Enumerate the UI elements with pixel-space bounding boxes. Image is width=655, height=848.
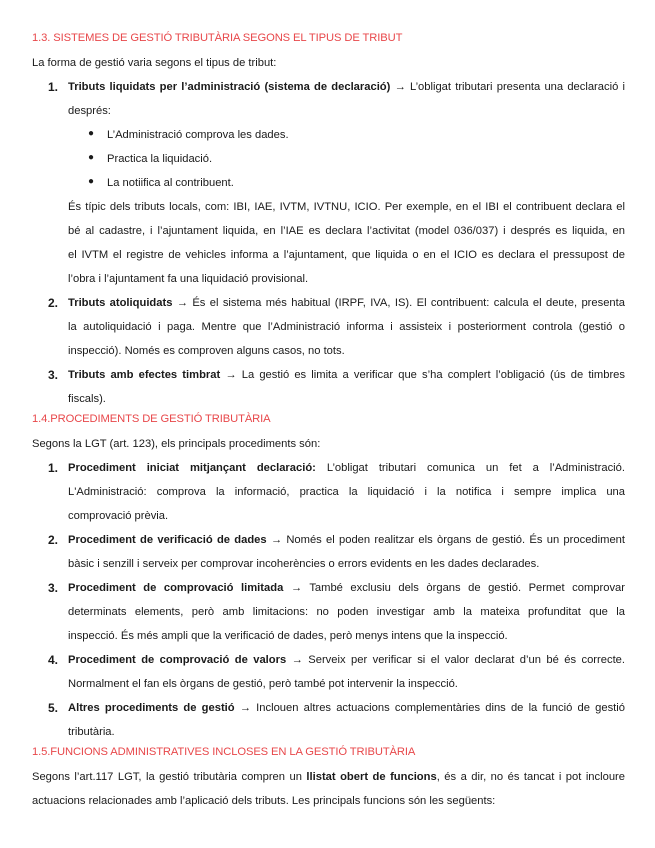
bullet-icon: ● (88, 176, 95, 187)
list-number: 2. (48, 533, 59, 547)
item-title: Tributs atoliquidats (68, 297, 173, 309)
paragraph-intro-1-4: Segons la LGT (art. 123), els principals procediments són: (32, 438, 321, 450)
section-heading-1-5: 1.5.FUNCIONS ADMINISTRATIVES INCLOSES EN LA GESTIÓ TRIBUTÀRIA (32, 746, 416, 758)
item-title: Procediment iniciat mitjançant declaració: (68, 462, 316, 474)
list-item-continuation: tributària. (68, 726, 115, 738)
list-item-1-4-4: Procediment de comprovació de valors → Serveix per verificar si el valor declarat d’un bé és correcte. (68, 654, 626, 666)
paragraph-line-1-5: Segons l’art.117 LGT, la gestió tributària compren un llistat obert de funcions, és a dir, no és tancat i pot incloure (32, 771, 626, 783)
list-item-1-3-1: Tributs liquidats per l’administració (sistema de declaració) → L’obligat tributari presenta una declaració i (68, 81, 625, 93)
list-item-1-3-3: Tributs amb efectes timbrat → La gestió es limita a verificar que s’ha complert l’obligació (ús de timbres (68, 369, 625, 381)
item-title: Procediment de comprovació de valors (68, 654, 287, 666)
list-item-continuation: després: (68, 105, 111, 117)
list-item-1-4-1: Procediment iniciat mitjançant declaració: L’obligat tributari comunica un fet a l’Administració. (68, 462, 625, 474)
list-item-continuation: comprovació prèvia. (68, 510, 169, 522)
item-title: Tributs amb efectes timbrat (68, 369, 221, 381)
list-number: 2. (48, 296, 59, 310)
list-item-continuation: determinats elements, però amb limitacions: no poden investigar amb la mateixa profunditat que la (68, 606, 625, 618)
paragraph-line: bé al cadastre, i l’ajuntament liquida, en l’IAE es declara l’activitat (model 036/037) i després es liquida, en (68, 225, 625, 237)
list-item-1-3-2: Tributs atoliquidats → És el sistema més habitual (IRPF, IVA, IS). El contribuent: calcula el deute, presenta (68, 297, 625, 309)
list-number: 1. (48, 80, 59, 94)
list-number: 3. (48, 368, 59, 382)
bullet-item: La notiifica al contribuent. (107, 177, 234, 189)
item-title: Tributs liquidats per l’administració (sistema de declaració) (68, 81, 391, 93)
list-item-1-4-3: Procediment de comprovació limitada → També exclusiu dels òrgans de gestió. Permet comprovar (68, 582, 625, 594)
list-number: 1. (48, 461, 59, 475)
list-item-continuation: L'Administració: comprova la informació, practica la liquidació i la notifica i sempre implica una (68, 486, 625, 498)
bullet-icon: ● (88, 152, 95, 163)
list-item-1-4-2: Procediment de verificació de dades → Només el poden realitzar els òrgans de gestió. És un procediment (68, 534, 625, 546)
emphasis-text: llistat obert de funcions (306, 771, 437, 783)
list-item-continuation: inspecció. És més ampli que la verificació de dades, però menys intens que la inspecció. (68, 630, 508, 642)
list-number: 3. (48, 581, 59, 595)
list-item-continuation: inspecció). Només es comproven alguns casos, no tots. (68, 345, 345, 357)
paragraph-line: el IVTM el registre de vehicles informa a l’ajuntament, que liquida o en el ICIO es declara el pressupost de (68, 249, 625, 261)
list-item-continuation: bàsic i senzill i serveix per comprovar incoherències o errors evidents en les dades declarades. (68, 558, 540, 570)
paragraph-intro-1-3: La forma de gestió varia segons el tipus de tribut: (32, 57, 277, 69)
item-title: Procediment de comprovació limitada (68, 582, 284, 594)
section-heading-1-4: 1.4.PROCEDIMENTS DE GESTIÓ TRIBUTÀRIA (32, 413, 271, 425)
list-item-1-4-5: Altres procediments de gestió → Inclouen altres actuacions complementàries dins de la funció de gestió (68, 702, 625, 714)
paragraph-line-1-5: actuacions relacionades amb l’aplicació dels tributs. Les principals funcions són les següents: (32, 795, 496, 807)
list-item-continuation: fiscals). (68, 393, 106, 405)
bullet-item: L’Administració comprova les dades. (107, 129, 289, 141)
bullet-item: Practica la liquidació. (107, 153, 213, 165)
item-title: Procediment de verificació de dades (68, 534, 267, 546)
section-heading-1-3: 1.3. SISTEMES DE GESTIÓ TRIBUTÀRIA SEGONS EL TIPUS DE TRIBUT (32, 32, 403, 44)
list-number: 4. (48, 653, 59, 667)
list-item-continuation: la autoliquidació i paga. Mentre que l’Administració informa i assisteix i posteriorment controla (gestió o (68, 321, 625, 333)
list-number: 5. (48, 701, 59, 715)
paragraph-line: És típic dels tributs locals, com: IBI, IAE, IVTM, IVTNU, ICIO. Per exemple, en el IBI el contribuent declara el (68, 201, 625, 213)
paragraph-line: l’obra i l’ajuntament fa una liquidació provisional. (68, 273, 309, 285)
bullet-icon: ● (88, 128, 95, 139)
item-title: Altres procediments de gestió (68, 702, 235, 714)
list-item-continuation: Normalment el fan els òrgans de gestió, però també pot intervenir la inspecció. (68, 678, 458, 690)
